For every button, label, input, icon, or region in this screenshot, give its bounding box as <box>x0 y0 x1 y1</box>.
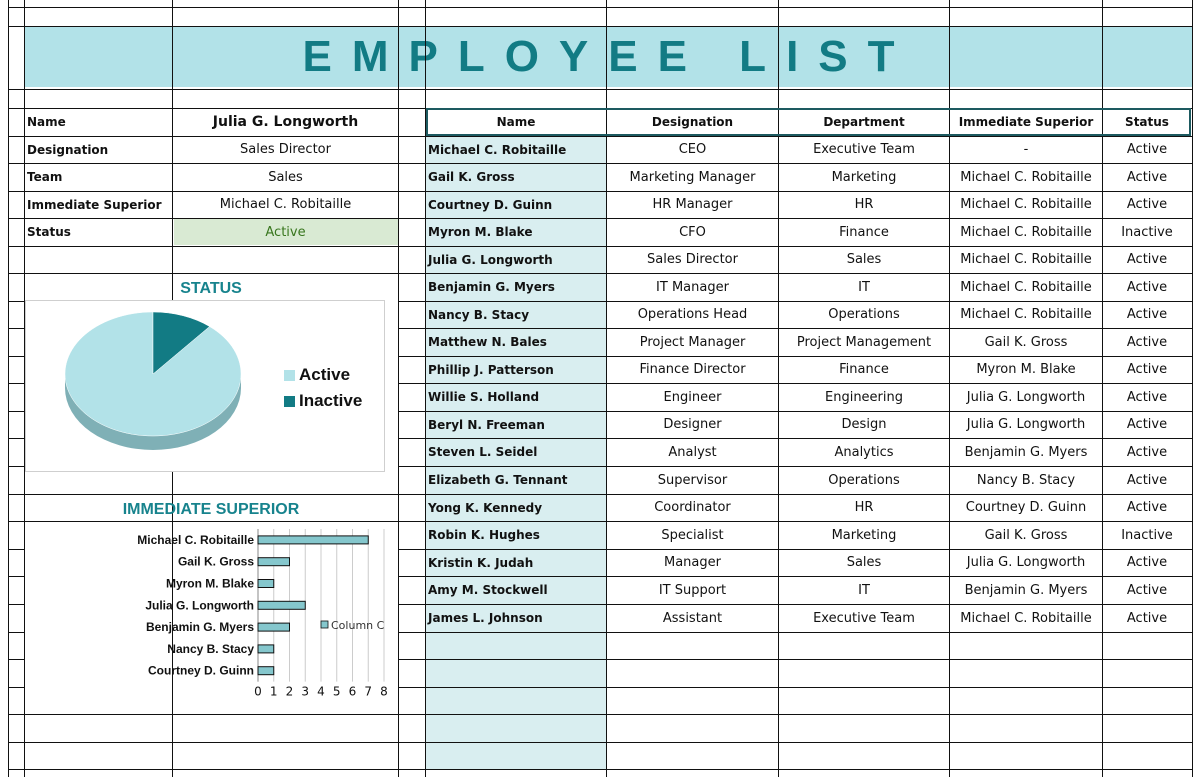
table-cell-col-superior[interactable]: Courtney D. Guinn <box>965 500 1087 515</box>
bar <box>258 623 290 631</box>
table-cell-col-superior[interactable]: Gail K. Gross <box>984 527 1068 543</box>
profile-label: Team <box>27 170 63 184</box>
bar-category-label: Michael C. Robitaille <box>137 532 254 547</box>
table-cell-col-name[interactable]: Yong K. Kennedy <box>428 500 543 515</box>
table-cell-col-department[interactable]: Sales <box>846 252 882 267</box>
table-header-col-status[interactable]: Status <box>1125 115 1169 129</box>
profile-value: Michael C. Robitaille <box>219 197 352 212</box>
table-cell-col-superior[interactable]: Michael C. Robitaille <box>960 197 1092 212</box>
profile-label: Immediate Superior <box>27 197 162 212</box>
table-cell-col-designation[interactable]: IT Support <box>658 582 727 598</box>
table-cell-col-department[interactable]: Executive Team <box>813 142 915 157</box>
table-cell-col-superior[interactable]: Michael C. Robitaille <box>960 279 1092 295</box>
table-cell-col-name[interactable]: Benjamin G. Myers <box>428 280 555 294</box>
table-cell-col-status[interactable]: Inactive <box>1121 224 1173 240</box>
bar-legend-label: Column C <box>331 619 385 632</box>
grid-row-line <box>398 632 1192 633</box>
table-cell-col-superior[interactable]: Julia G. Longworth <box>966 417 1086 432</box>
table-cell-col-department[interactable]: HR <box>854 500 874 515</box>
legend-active-swatch <box>284 370 295 381</box>
table-cell-col-department[interactable]: Project Management <box>796 334 932 350</box>
bar-category-label: Nancy B. Stacy <box>167 641 254 656</box>
grid-row-line <box>8 301 24 302</box>
table-cell-col-superior[interactable]: Myron M. Blake <box>976 362 1076 377</box>
table-cell-col-superior[interactable]: - <box>1023 142 1029 157</box>
grid-row-line <box>398 687 1192 688</box>
table-cell-col-status[interactable]: Active <box>1126 582 1168 598</box>
table-cell-col-name[interactable]: Robin K. Hughes <box>428 528 540 542</box>
pie-chart <box>26 301 384 471</box>
table-cell-col-name[interactable]: Willie S. Holland <box>428 390 540 404</box>
grid-column-line <box>1192 0 1193 777</box>
profile-value: Sales <box>268 169 303 185</box>
table-cell-col-status[interactable]: Active <box>1126 555 1168 570</box>
table-cell-col-name[interactable]: Myron M. Blake <box>428 225 533 239</box>
table-cell-col-department[interactable]: IT <box>858 582 870 598</box>
grid-row-line <box>8 659 24 660</box>
table-cell-col-superior[interactable]: Gail K. Gross <box>984 334 1068 350</box>
table-header-col-department[interactable]: Department <box>823 115 905 129</box>
table-cell-col-name[interactable]: Matthew N. Bales <box>428 335 547 349</box>
table-cell-col-status[interactable]: Active <box>1126 472 1168 488</box>
bar-tick-label: 1 <box>269 684 278 699</box>
table-cell-col-department[interactable]: Operations <box>828 472 900 488</box>
table-cell-col-designation[interactable]: Analyst <box>668 444 717 460</box>
table-cell-col-designation[interactable]: Coordinator <box>654 500 731 515</box>
bar-tick-label: 8 <box>380 684 388 699</box>
table-cell-col-name[interactable]: Julia G. Longworth <box>428 252 553 267</box>
bar <box>258 667 274 675</box>
profile-value: Sales Director <box>240 142 331 157</box>
table-cell-col-designation[interactable]: Sales Director <box>647 252 738 267</box>
grid-row-line <box>8 714 1192 715</box>
table-cell-col-status[interactable]: Active <box>1126 417 1168 432</box>
table-cell-col-department[interactable]: Executive Team <box>813 610 915 626</box>
table-cell-col-department[interactable]: Finance <box>839 362 889 377</box>
table-cell-col-designation[interactable]: Engineer <box>663 389 722 405</box>
grid-row-line <box>8 604 24 605</box>
table-cell-col-name[interactable]: Beryl N. Freeman <box>428 417 545 432</box>
table-cell-col-name[interactable]: Kristin K. Judah <box>428 555 534 570</box>
bar-tick-label: 3 <box>301 684 310 699</box>
table-cell-col-superior[interactable]: Benjamin G. Myers <box>964 444 1088 460</box>
bar-category-label: Myron M. Blake <box>165 576 254 591</box>
table-cell-col-designation[interactable]: Project Manager <box>639 334 746 350</box>
table-cell-col-department[interactable]: HR <box>854 197 874 212</box>
table-cell-col-department[interactable]: Engineering <box>825 389 903 405</box>
table-cell-col-status[interactable]: Active <box>1126 307 1168 322</box>
table-cell-col-designation[interactable]: Marketing Manager <box>629 169 756 185</box>
table-cell-col-status[interactable]: Active <box>1126 252 1168 267</box>
bar-chart <box>25 523 398 705</box>
grid-row-line <box>8 742 1192 743</box>
table-cell-col-name[interactable]: Courtney D. Guinn <box>428 197 553 212</box>
table-header-col-name[interactable]: Name <box>496 115 536 129</box>
legend-inactive-label: Inactive <box>299 391 363 410</box>
profile-label: Status <box>27 225 71 239</box>
bar-tick-label: 4 <box>317 684 325 699</box>
legend-inactive-swatch <box>284 396 295 407</box>
grid-row-line <box>8 769 1192 770</box>
profile-label: Designation <box>27 142 109 157</box>
table-cell-col-status[interactable]: Active <box>1126 142 1168 157</box>
grid-row-line <box>8 576 24 577</box>
table-header-col-superior[interactable]: Immediate Superior <box>958 115 1094 129</box>
superior-chart <box>25 523 398 705</box>
grid-row-line <box>8 466 24 467</box>
table-cell-col-designation[interactable]: Operations Head <box>637 307 748 322</box>
table-cell-col-status[interactable]: Active <box>1126 500 1168 515</box>
profile-value: Julia G. Longworth <box>212 114 359 130</box>
table-cell-col-superior[interactable]: Nancy B. Stacy <box>976 472 1076 488</box>
table-cell-col-status[interactable]: Active <box>1126 334 1168 350</box>
bar <box>258 645 274 653</box>
table-cell-col-designation[interactable]: CEO <box>678 142 707 157</box>
table-header-col-designation[interactable]: Designation <box>651 115 734 129</box>
grid-row-line <box>8 89 1192 90</box>
bar <box>258 558 290 566</box>
bar-category-label: Benjamin G. Myers <box>145 620 254 635</box>
legend-active <box>284 365 350 385</box>
table-cell-col-department[interactable]: Finance <box>839 224 889 240</box>
grid-row-line <box>8 687 24 688</box>
bar-tick-label: 0 <box>254 684 262 699</box>
bar <box>258 601 305 609</box>
grid-row-line <box>8 7 1192 8</box>
bar-category-label: Gail K. Gross <box>177 554 254 569</box>
table-cell-col-name[interactable]: James L. Johnson <box>428 611 543 625</box>
table-cell-col-name[interactable]: Gail K. Gross <box>428 170 515 184</box>
bar-tick-label: 5 <box>332 684 341 699</box>
grid-row-line <box>8 26 1192 27</box>
superior-chart-title: IMMEDIATE SUPERIOR <box>122 501 300 518</box>
grid-row-line <box>8 383 24 384</box>
table-cell-col-superior[interactable]: Michael C. Robitaille <box>960 307 1092 322</box>
table-cell-col-superior[interactable]: Julia G. Longworth <box>966 555 1086 570</box>
bar-tick-label: 2 <box>285 684 294 699</box>
bar-category-label: Courtney D. Guinn <box>148 663 254 678</box>
table-cell-col-name[interactable]: Amy M. Stockwell <box>428 583 548 597</box>
grid-row-line <box>8 632 24 633</box>
table-cell-col-designation[interactable]: Designer <box>663 417 722 432</box>
table-cell-col-designation[interactable]: HR Manager <box>652 197 733 212</box>
legend-active-label: Active <box>299 365 351 384</box>
table-cell-col-department[interactable]: Marketing <box>831 527 897 543</box>
table-cell-col-designation[interactable]: CFO <box>679 224 706 240</box>
grid-row-line <box>8 549 24 550</box>
table-cell-col-name[interactable]: Elizabeth G. Tennant <box>428 473 568 487</box>
table-cell-col-designation[interactable]: Finance Director <box>639 362 746 377</box>
table-cell-col-status[interactable]: Active <box>1126 444 1168 460</box>
table-cell-col-name[interactable]: Phillip J. Patterson <box>428 362 554 377</box>
table-cell-col-status[interactable]: Active <box>1126 279 1168 295</box>
table-cell-col-designation[interactable]: Supervisor <box>657 472 728 488</box>
table-cell-col-superior[interactable]: Michael C. Robitaille <box>960 169 1092 185</box>
table-cell-col-superior[interactable]: Michael C. Robitaille <box>960 610 1092 626</box>
table-cell-col-department[interactable]: Operations <box>828 307 900 322</box>
table-cell-col-superior[interactable]: Michael C. Robitaille <box>960 252 1092 267</box>
grid-row-line <box>8 356 24 357</box>
status-chart-title: STATUS <box>180 280 242 297</box>
table-cell-col-name[interactable]: Michael C. Robitaille <box>428 142 567 157</box>
table-cell-col-designation[interactable]: Assistant <box>662 610 723 626</box>
status-value[interactable]: Active <box>265 224 306 240</box>
title-banner <box>25 27 1192 87</box>
grid-column-line <box>398 0 399 777</box>
table-cell-col-designation[interactable]: Specialist <box>661 527 724 543</box>
table-cell-col-department[interactable]: IT <box>858 279 870 295</box>
table-cell-col-status[interactable]: Active <box>1126 197 1168 212</box>
table-cell-col-department[interactable]: Marketing <box>831 169 897 185</box>
profile-label: Name <box>27 115 66 129</box>
table-cell-col-name[interactable]: Nancy B. Stacy <box>428 307 530 322</box>
table-cell-col-status[interactable]: Active <box>1126 362 1168 377</box>
bar-legend-swatch <box>321 621 328 628</box>
table-cell-col-status[interactable]: Active <box>1126 610 1168 626</box>
bar-category-label: Julia G. Longworth <box>145 598 254 613</box>
bar <box>258 536 368 544</box>
grid-column-line <box>8 0 9 777</box>
grid-row-line <box>398 659 1192 660</box>
bar-tick-label: 6 <box>348 684 357 699</box>
table-cell-col-designation[interactable]: Manager <box>664 555 721 570</box>
bar <box>258 580 274 588</box>
table-cell-col-superior[interactable]: Julia G. Longworth <box>966 389 1086 405</box>
table-cell-col-department[interactable]: Sales <box>846 555 882 570</box>
bar-tick-label: 7 <box>364 684 373 699</box>
table-cell-col-department[interactable]: Design <box>841 417 887 432</box>
table-cell-col-status[interactable]: Active <box>1126 169 1168 185</box>
legend-inactive <box>284 391 362 411</box>
table-cell-col-superior[interactable]: Benjamin G. Myers <box>964 582 1088 598</box>
table-cell-col-status[interactable]: Active <box>1126 389 1168 405</box>
table-cell-col-status[interactable]: Inactive <box>1121 527 1173 543</box>
table-cell-col-superior[interactable]: Michael C. Robitaille <box>960 224 1092 240</box>
table-cell-col-department[interactable]: Analytics <box>834 444 894 460</box>
grid-row-line <box>8 328 24 329</box>
grid-row-line <box>8 411 24 412</box>
grid-row-line <box>8 438 24 439</box>
table-cell-col-designation[interactable]: IT Manager <box>656 279 729 295</box>
status-chart <box>25 300 385 472</box>
table-cell-col-name[interactable]: Steven L. Seidel <box>428 445 538 459</box>
page-title: EMPLOYEE LIST <box>302 32 915 81</box>
